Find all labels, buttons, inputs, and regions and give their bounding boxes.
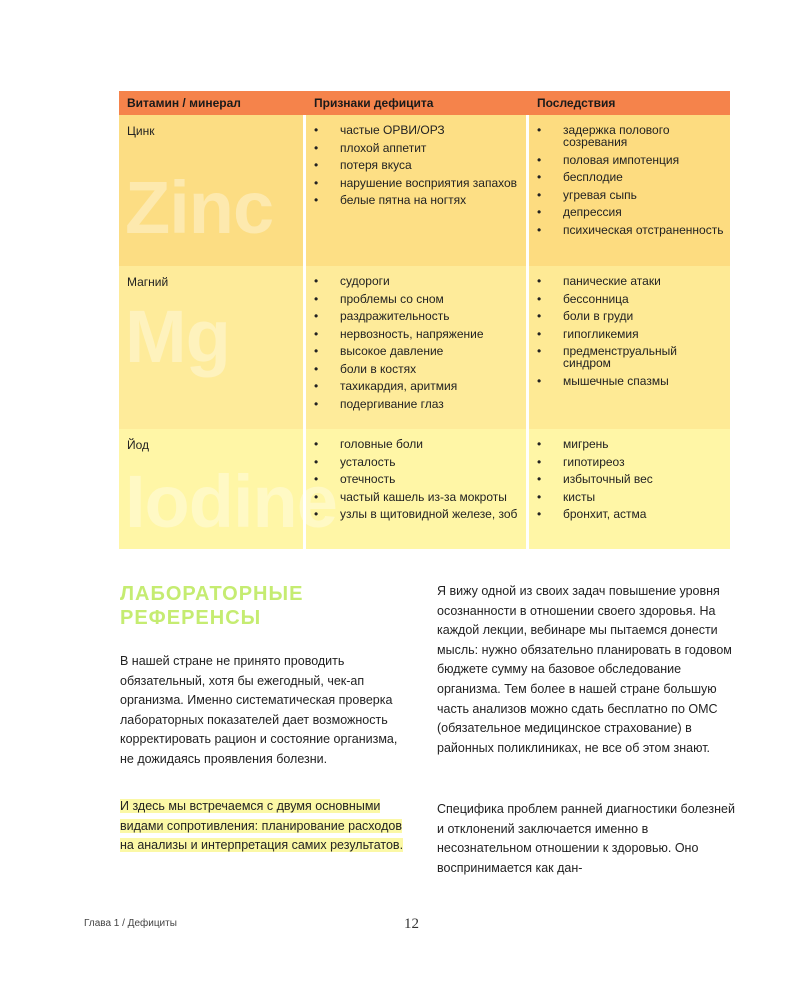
table-header — [119, 91, 730, 115]
list-item: • задержка полового созревания — [537, 124, 727, 148]
paragraph-awareness: Я вижу одной из своих задач повышение уровня осознанности в отношении своего здоровья. На каждой лекции, вебинаре мы пытаемся донести мысль: нужно обязательно планировать в годовом бюджете сумму на базовое обследование организма. Тем более в нашей стране большую часть анализов можно сдать бесплатно по ОМС (обязательное медицинское страхование) в районных поликлиниках, не все об этом знают. — [437, 584, 732, 755]
list-item: • угревая сыпь — [537, 189, 727, 201]
header-vitamin: Витамин / минерал — [127, 96, 241, 110]
table-row-magnesium — [119, 266, 730, 429]
list-item: • избыточный вес — [537, 473, 727, 485]
watermark-text: Iodine — [125, 460, 337, 543]
list-item: • белые пятна на ногтях — [314, 194, 526, 206]
page-number: 12 — [404, 916, 419, 932]
list-item: • предменструальный синдром — [537, 345, 727, 369]
header-consequences: Последствия — [537, 96, 616, 110]
consequences-list — [537, 438, 727, 526]
list-item: • гипогликемия — [537, 328, 727, 340]
signs-list — [314, 438, 526, 526]
list-item: • узлы в щитовидной железе, зоб — [314, 508, 526, 520]
mineral-name: Йод — [127, 438, 150, 452]
list-item: • мигрень — [537, 438, 727, 450]
list-item: • бессонница — [537, 293, 727, 305]
consequences-list — [537, 124, 727, 241]
mineral-name: Магний — [127, 275, 169, 289]
list-item: • боли в костях — [314, 363, 526, 375]
heading-line-1: ЛАБОРАТОРНЫЕ — [120, 583, 304, 605]
list-item: • тахикардия, аритмия — [314, 380, 526, 392]
table-row-zinc — [119, 115, 730, 266]
paragraph-diagnostics: Специфика проблем ранней диагностики болезней и отклонений заключается именно в несознательном отношении к здоровью. Оно воспринимается как дан- — [437, 802, 735, 875]
list-item: • бронхит, астма — [537, 508, 727, 520]
paragraph-checkup: В нашей стране не принято проводить обязательный, хотя бы ежегодный, чек-ап организма. Именно систематическая проверка лабораторных показателей дает возможность корректировать рацион и состояние организма, не дожидаясь проявления болезни. — [120, 654, 398, 766]
list-item: • раздражительность — [314, 310, 526, 322]
list-item: • подергивание глаз — [314, 398, 526, 410]
watermark-text: Zinc — [125, 166, 274, 249]
list-item: • психическая отстраненность — [537, 224, 727, 236]
consequences-list — [537, 275, 727, 392]
list-item: • кисты — [537, 491, 727, 503]
header-signs: Признаки дефицита — [314, 96, 434, 110]
list-item: • нервозность, напряжение — [314, 328, 526, 340]
list-item: • половая импотенция — [537, 154, 727, 166]
list-item: • высокое давление — [314, 345, 526, 357]
list-item: • частый кашель из-за мокроты — [314, 491, 526, 503]
signs-list — [314, 124, 526, 212]
list-item: • головные боли — [314, 438, 526, 450]
list-item: • частые ОРВИ/ОРЗ — [314, 124, 526, 136]
list-item: • плохой аппетит — [314, 142, 526, 154]
list-item: • проблемы со сном — [314, 293, 526, 305]
list-item: • усталость — [314, 456, 526, 468]
highlight-text: И здесь мы встречаемся с двумя основными видами сопротивления: планирование расходов на анализы и интерпретация самих результатов. — [120, 799, 404, 853]
heading-line-2: РЕФЕРЕНСЫ — [120, 607, 262, 629]
list-item: • панические атаки — [537, 275, 727, 287]
signs-list — [314, 275, 526, 415]
list-item: • боли в груди — [537, 310, 727, 322]
list-item: • гипотиреоз — [537, 456, 727, 468]
table-row-iodine — [119, 429, 730, 549]
highlighted-paragraph — [120, 797, 410, 856]
list-item: • потеря вкуса — [314, 159, 526, 171]
list-item: • бесплодие — [537, 171, 727, 183]
list-item: • отечность — [314, 473, 526, 485]
deficiency-table — [119, 91, 730, 549]
chapter-label: Глава 1 / Дефициты — [84, 918, 177, 929]
mineral-name: Цинк — [127, 124, 155, 138]
section-heading — [120, 582, 303, 630]
list-item: • депрессия — [537, 206, 727, 218]
list-item: • судороги — [314, 275, 526, 287]
watermark-text: Mg — [125, 295, 230, 378]
list-item: • мышечные спазмы — [537, 375, 727, 387]
list-item: • нарушение восприятия запахов — [314, 177, 526, 189]
